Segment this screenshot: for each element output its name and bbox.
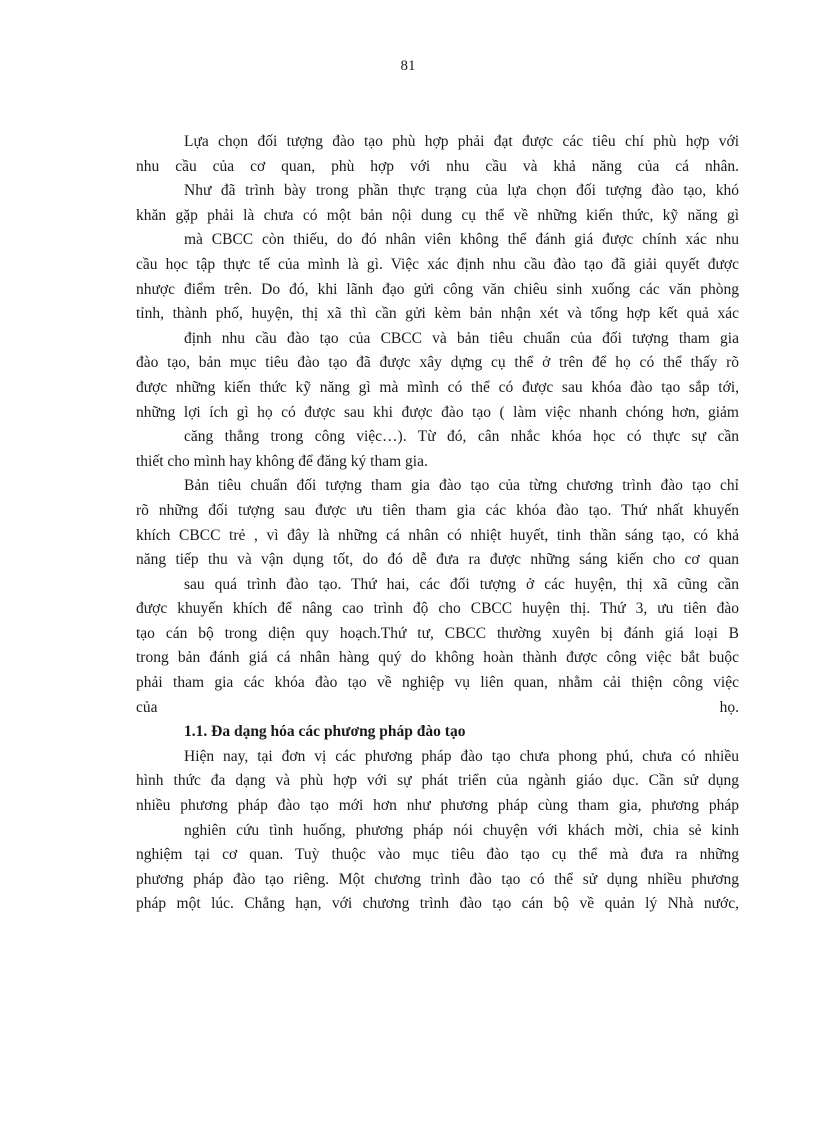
text-line: pháp một lúc. Chẳng hạn, với chương trình đào tạo cán bộ về quản lý Nhà nước,	[136, 895, 739, 913]
text-line: nghiên cứu tình huống, phương pháp nói chuyện với khách mời, chia sẻ kinh	[184, 821, 739, 839]
text-line: Bản tiêu chuẩn đối tượng tham gia đào tạo của từng chương trình đào tạo chỉ	[184, 477, 739, 495]
text-line: căng thẳng trong công việc…). Từ đó, cân nhắc khóa học có thực sự cần	[184, 428, 739, 446]
text-line: hình thức đa dạng và phù hợp với sự phát triển của ngành giáo dục. Cần sử dụng	[136, 772, 739, 790]
text-line: tỉnh, thành phố, huyện, thị xã thì cần gửi kèm bản nhận xét và tổng hợp kết quả xác	[136, 305, 739, 323]
body-text	[136, 130, 739, 917]
text-line: nghiệm tại cơ quan. Tuỳ thuộc vào mục tiêu đào tạo cụ thể mà đưa ra những	[136, 846, 739, 864]
text-line: nhu cầu của cơ quan, phù hợp với nhu cầu và khả năng của cá nhân.	[136, 157, 739, 175]
text-line: trong bản đánh giá cá nhân hàng quý do không hoàn thành được công việc bắt buộc	[136, 649, 739, 667]
text-line: những lợi ích gì họ có được sau khi được đào tạo ( làm việc nhanh chóng hơn, giảm	[136, 403, 739, 421]
text-line: phải tham gia các khóa đào tạo về nghiệp vụ liên quan, nhằm cải thiện công việc	[136, 674, 739, 692]
text-line: Lựa chọn đối tượng đào tạo phù hợp phải đạt được các tiêu chí phù hợp với	[184, 133, 739, 150]
text-line: nhiều phương pháp đào tạo mới hơn như phương pháp cùng tham gia, phương pháp	[136, 797, 739, 815]
text-line: rõ những đối tượng sau được ưu tiên tham gia các khóa đào tạo. Thứ nhất khuyến	[136, 501, 739, 519]
text-line: thiết cho mình hay không để đăng ký tham gia.	[136, 452, 428, 470]
text-line: định nhu cầu đào tạo của CBCC và bản tiêu chuẩn của đối tượng tham gia	[184, 329, 739, 347]
text-line: sau quá trình đào tạo. Thứ hai, các đối tượng ở các huyện, thị xã cũng cần	[184, 575, 739, 593]
text-line: mà CBCC còn thiếu, do đó nhân viên không thể đánh giá được chính xác nhu	[184, 231, 739, 249]
text-line: khích CBCC trẻ , vì đây là những cá nhân có nhiệt huyết, tinh thần sáng tạo, có khả	[136, 526, 739, 544]
text-line: khăn gặp phải là chưa có một bản nội dung cụ thể về những kiến thức, kỹ năng gì	[136, 206, 739, 224]
text-line: cầu học tập thực tế của mình là gì. Việc xác định nhu cầu đào tạo đã giải quyết được	[136, 255, 739, 273]
text-line: năng tiếp thu và vận dụng tốt, do đó dễ đưa ra được những sáng kiến cho cơ quan	[136, 551, 739, 569]
text-line: Hiện nay, tại đơn vị các phương pháp đào tạo chưa phong phú, chưa có nhiều	[184, 747, 739, 765]
section-heading: 1.1. Đa dạng hóa các phương pháp đào tạo	[184, 723, 466, 741]
text-line: được khuyến khích để nâng cao trình độ cho CBCC huyện thị. Thứ 3, ưu tiên đào	[136, 600, 739, 618]
text-line: nhược điểm trên. Do đó, khi lãnh đạo gửi công văn chiêu sinh xuống các văn phòng	[136, 280, 739, 298]
text-line: được những kiến thức kỹ năng gì mà mình có thể có được sau khóa đào tạo sắp tới,	[136, 378, 739, 396]
text-line: phương pháp đào tạo riêng. Một chương trình đào tạo có thể sử dụng nhiều phương	[136, 870, 739, 888]
text-line: đào tạo, bản mục tiêu đào tạo đã được xây dựng cụ thể ở trên để họ có thể thấy rõ	[136, 354, 739, 372]
page-number: 81	[400, 58, 416, 74]
text-line: của họ.	[136, 698, 739, 716]
text-line: tạo cán bộ trong diện quy hoạch.Thứ tư, CBCC thường xuyên bị đánh giá loại B	[136, 624, 739, 642]
text-line: Như đã trình bày trong phần thực trạng của lựa chọn đối tượng đào tạo, khó	[184, 182, 739, 200]
